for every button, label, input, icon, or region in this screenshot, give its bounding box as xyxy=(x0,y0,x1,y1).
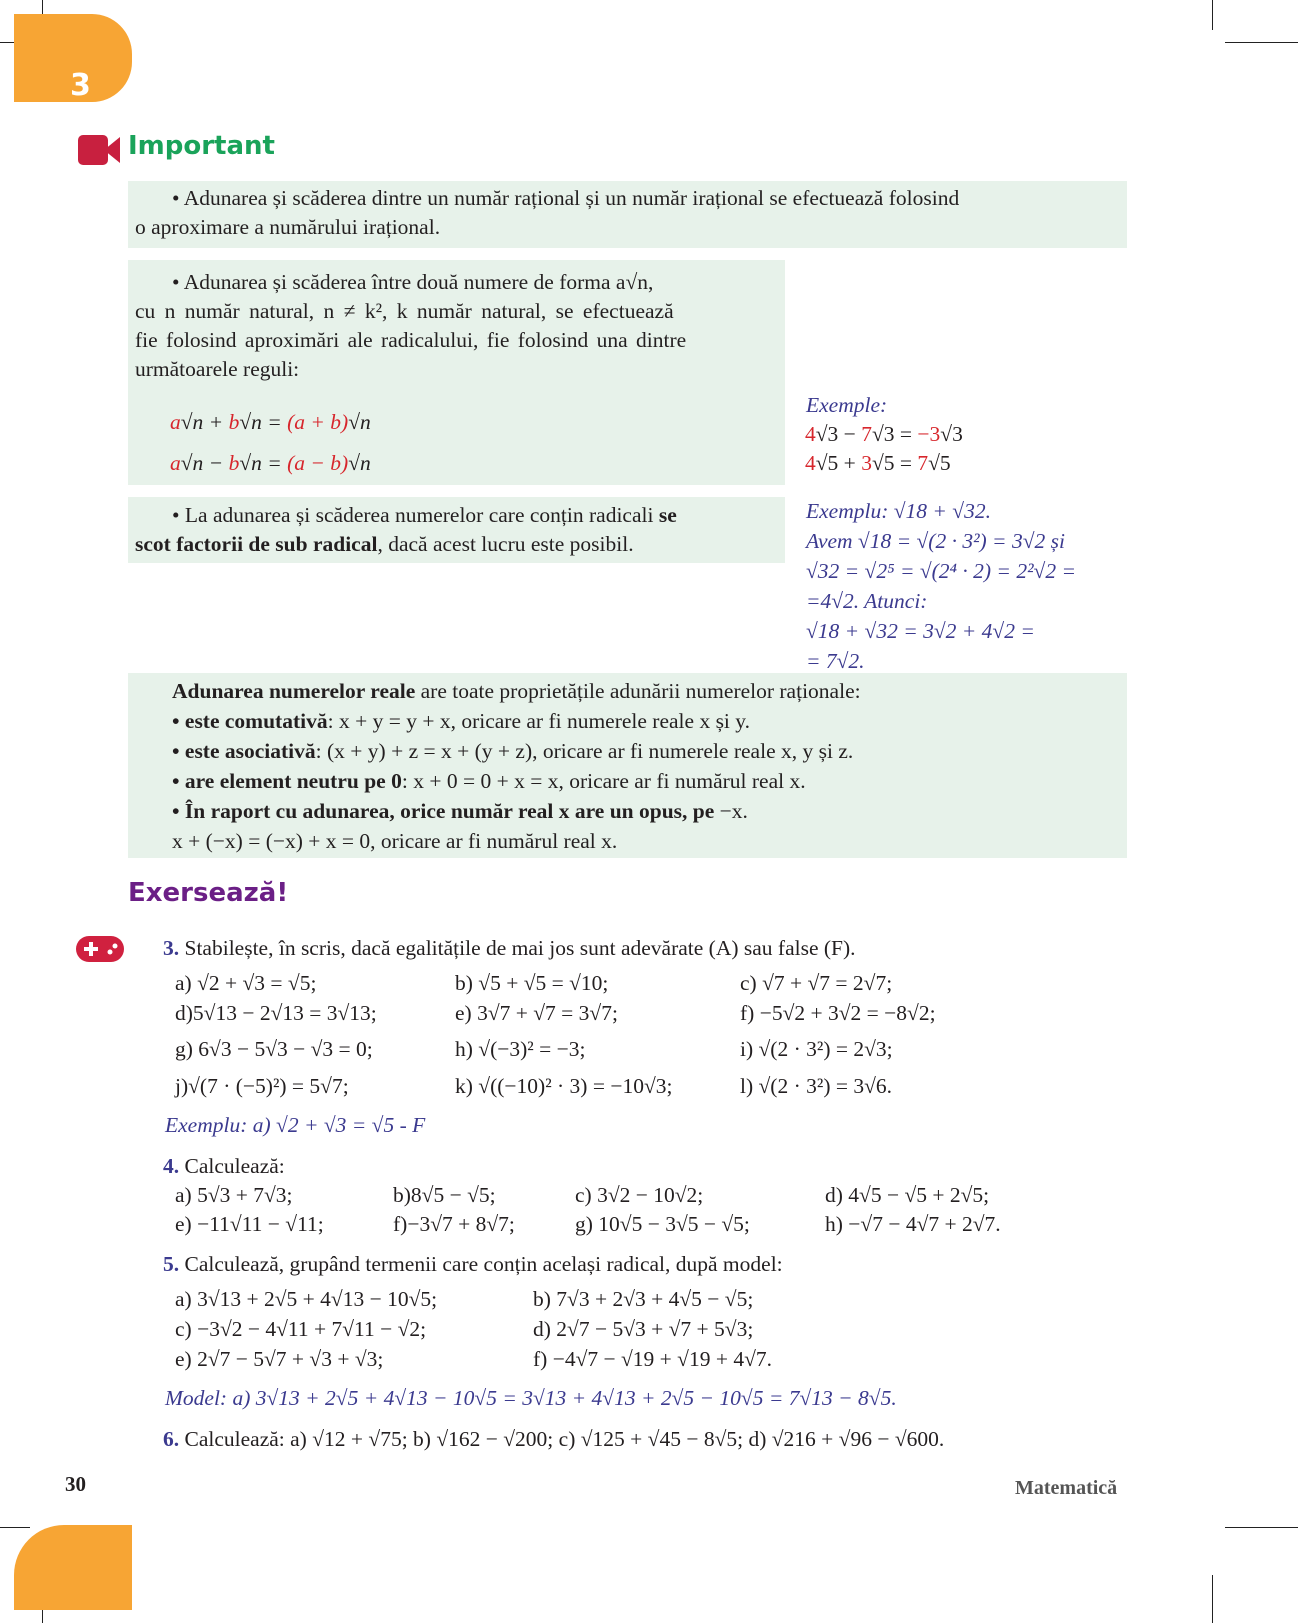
crop-mark xyxy=(1225,1527,1298,1528)
paragraph xyxy=(172,500,677,530)
exercise-item: e) −11√11 − √11; xyxy=(175,1212,324,1236)
text: , dacă acest lucru este posibil. xyxy=(377,532,634,556)
formula-part: 4 xyxy=(805,451,816,475)
exercise-item: a) 5√3 + 7√3; xyxy=(175,1183,293,1207)
page-number: 30 xyxy=(65,1472,86,1496)
example-line: =4√2. Atunci: xyxy=(806,589,928,613)
formula-part: √5 = xyxy=(871,451,918,475)
exercise-item: b) √5 + √5 = √10; xyxy=(455,971,609,995)
formula-part: √n = xyxy=(239,451,288,475)
formula-part: √n + xyxy=(180,410,229,434)
footer-tab xyxy=(14,1525,132,1610)
exercise-text: Stabilește, în scris, dacă egalitățile de mai jos sunt adevărate (A) sau false (F). xyxy=(184,936,856,960)
exercise-4 xyxy=(163,1151,285,1181)
bold-text: scot factorii de sub radical xyxy=(135,532,378,556)
paragraph: • Adunarea și scăderea dintre un număr rațional și un număr irațional se efectuează folosind xyxy=(172,186,960,210)
paragraph: • Adunarea și scăderea între două numere de forma a√n, xyxy=(172,270,654,294)
exercise-item: b) 7√3 + 2√3 + 4√5 − √5; xyxy=(533,1287,754,1311)
examples-label: Exemple: xyxy=(806,393,888,417)
text: : x + y = y + x, oricare ar fi numerele reale x și y. xyxy=(327,709,751,733)
property-item xyxy=(172,706,861,736)
formula-part: a xyxy=(170,451,181,475)
paragraph: următoarele reguli: xyxy=(135,357,300,381)
formula-part: 7 xyxy=(861,422,872,446)
paragraph: o aproximare a numărului irațional. xyxy=(135,215,441,239)
text: : x + 0 = 0 + x = x, oricare ar fi numărul real x. xyxy=(401,769,806,793)
formula-part: (a + b) xyxy=(287,410,349,434)
formula-part: √3 xyxy=(940,422,963,446)
crop-mark xyxy=(1212,1575,1213,1623)
important-heading: Important xyxy=(128,131,275,161)
example-line: √18 + √32 = 3√2 + 4√2 = xyxy=(806,619,1035,643)
exercise-text: Calculează: a) √12 + √75; b) √162 − √200; c) √125 + √45 − 8√5; d) √216 + √96 − √600. xyxy=(184,1427,945,1451)
example-line: √32 = √2⁵ = √(2⁴ · 2) = 2²√2 = xyxy=(806,559,1076,583)
subject-label: Matematică xyxy=(1015,1477,1118,1499)
crop-mark xyxy=(1212,0,1213,30)
exercise-item: f) −4√7 − √19 + √19 + 4√7. xyxy=(533,1347,773,1371)
exercise-model: Model: a) 3√13 + 2√5 + 4√13 − 10√5 = 3√13 + 4√13 + 2√5 − 10√5 = 7√13 − 8√5. xyxy=(165,1386,897,1410)
exercise-item: d) 4√5 − √5 + 2√5; xyxy=(825,1183,990,1207)
example-2 xyxy=(805,448,951,478)
exercise-item: c) √7 + √7 = 2√7; xyxy=(740,971,893,995)
exercise-item: d) 2√7 − 5√3 + √7 + 5√3; xyxy=(533,1317,754,1341)
rule-subtraction xyxy=(170,448,371,478)
exercise-item: g) 10√5 − 3√5 − √5; xyxy=(575,1212,750,1236)
bold-text: • este comutativă xyxy=(172,709,328,733)
example-1 xyxy=(805,419,963,449)
formula-part: a xyxy=(170,410,181,434)
formula-part: 7 xyxy=(917,451,929,475)
example-block xyxy=(806,496,1076,676)
formula-part: √n xyxy=(348,451,371,475)
exercise-item: f) −5√2 + 3√2 = −8√2; xyxy=(740,1001,936,1025)
formula-part: √n = xyxy=(239,410,288,434)
exercise-item: a) √2 + √3 = √5; xyxy=(175,971,317,995)
text: −x. xyxy=(714,799,748,823)
exercise-item: h) −√7 − 4√7 + 2√7. xyxy=(825,1212,1001,1236)
exercise-number: 4. xyxy=(163,1154,180,1178)
exercise-item: l) √(2 · 3²) = 3√6. xyxy=(740,1074,893,1098)
paragraph: fie folosind aproximări ale radicalului, fie folosind una dintre xyxy=(135,328,687,352)
exercise-item: c) 3√2 − 10√2; xyxy=(575,1183,704,1207)
formula-part: √3 − xyxy=(815,422,862,446)
rule-addition xyxy=(170,407,371,437)
exercise-item: h) √(−3)² = −3; xyxy=(455,1037,586,1061)
formula-part: (a − b) xyxy=(287,451,349,475)
bold-text: • are element neutru pe 0 xyxy=(172,769,402,793)
exercise-5 xyxy=(163,1249,783,1279)
example-line: = 7√2. xyxy=(806,649,865,673)
exercise-3 xyxy=(163,933,856,963)
exercise-item: b)8√5 − √5; xyxy=(393,1183,496,1207)
exercise-heading: Exersează! xyxy=(128,878,289,908)
formula-part: 3 xyxy=(861,451,872,475)
bold-text: Adunarea numerelor reale xyxy=(172,679,416,703)
formula-part: b xyxy=(228,410,240,434)
exercise-number: 5. xyxy=(163,1252,180,1276)
paragraph xyxy=(135,529,634,559)
exercise-number: 6. xyxy=(163,1427,180,1451)
formula-part: √n − xyxy=(180,451,229,475)
chapter-number: 3 xyxy=(70,68,91,103)
formula-part: b xyxy=(228,451,240,475)
formula-part: √5 xyxy=(928,451,951,475)
formula-part: −3 xyxy=(917,422,941,446)
exercise-item: k) √((−10)² · 3) = −10√3; xyxy=(455,1074,673,1098)
exercise-item: e) 2√7 − 5√7 + √3 + √3; xyxy=(175,1347,384,1371)
crop-mark xyxy=(0,1527,30,1528)
exercise-item: g) 6√3 − 5√3 − √3 = 0; xyxy=(175,1037,373,1061)
text: • La adunarea și scăderea numerelor care conțin radicali xyxy=(172,503,659,527)
exercise-item: c) −3√2 − 4√11 + 7√11 − √2; xyxy=(175,1317,427,1341)
crop-mark xyxy=(1225,42,1298,43)
formula-part: √3 = xyxy=(871,422,918,446)
example-line: Exemplu: √18 + √32. xyxy=(806,499,991,523)
exercise-item: i) √(2 · 3²) = 2√3; xyxy=(740,1037,893,1061)
properties-list xyxy=(172,676,861,856)
exercise-text: Calculează: xyxy=(184,1154,285,1178)
bold-text: • În raport cu adunarea, orice număr real x are un opus, pe xyxy=(172,799,715,823)
exercise-example: Exemplu: a) √2 + √3 = √5 - F xyxy=(165,1113,426,1137)
text: are toate proprietățile adunării numerelor raționale: xyxy=(415,679,861,703)
exercise-item: a) 3√13 + 2√5 + 4√13 − 10√5; xyxy=(175,1287,438,1311)
video-camera-icon xyxy=(78,135,120,165)
formula-part: √n xyxy=(348,410,371,434)
exercise-item: j)√(7 · (−5)²) = 5√7; xyxy=(175,1074,349,1098)
exercise-item: d)5√13 − 2√13 = 3√13; xyxy=(175,1001,377,1025)
property-item: x + (−x) = (−x) + x = 0, oricare ar fi numărul real x. xyxy=(172,829,618,853)
example-line: Avem √18 = √(2 · 3²) = 3√2 și xyxy=(806,529,1065,553)
exercise-item: f)−3√7 + 8√7; xyxy=(393,1212,515,1236)
gamepad-icon xyxy=(76,936,124,962)
text: : (x + y) + z = x + (y + z), oricare ar fi numerele reale x, y și z. xyxy=(315,739,854,763)
exercise-number: 3. xyxy=(163,936,180,960)
formula-part: √5 + xyxy=(815,451,862,475)
exercise-item: e) 3√7 + √7 = 3√7; xyxy=(455,1001,618,1025)
formula-part: 4 xyxy=(805,422,816,446)
bold-text: se xyxy=(658,503,677,527)
exercise-6 xyxy=(163,1424,944,1454)
exercise-text: Calculează, grupând termenii care conțin același radical, după model: xyxy=(184,1252,783,1276)
property-item xyxy=(172,796,861,826)
paragraph: cu n număr natural, n ≠ k², k număr natural, se efectuează xyxy=(135,299,674,323)
bold-text: • este asociativă xyxy=(172,739,316,763)
property-item xyxy=(172,766,861,796)
property-item xyxy=(172,736,861,766)
